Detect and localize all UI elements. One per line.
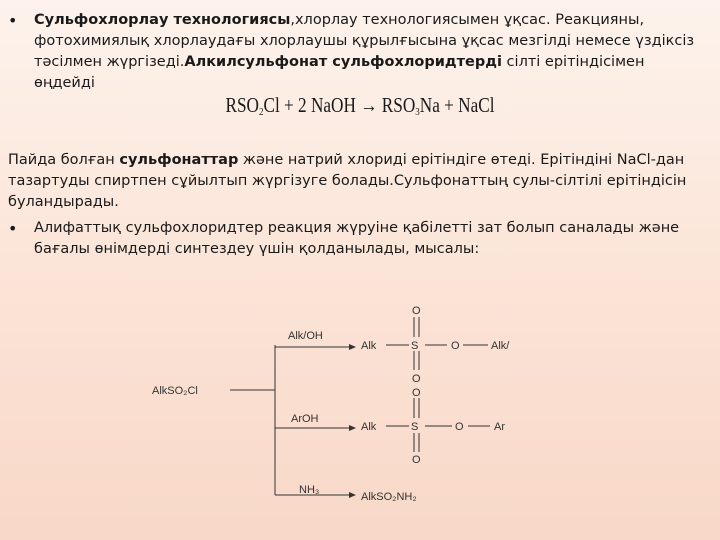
r1-alk: Alk (361, 340, 377, 352)
r2-sulfur: S (411, 421, 419, 433)
r1-oxygen-top: O (412, 305, 421, 317)
bold-term: сульфонаттар (119, 152, 239, 168)
reaction-scheme (0, 290, 720, 540)
bullet-sulfochlorination (8, 10, 708, 94)
r1-sulfur: S (411, 340, 419, 352)
r2-reagent: ArOH (291, 413, 319, 425)
text-span: сілті ерітіндісімен өңдейді (34, 54, 645, 91)
bullet-text: Алифаттық сульфохлоридтер реакция жүруіне қабілетті зат болып саналады және бағалы өнімдерді синтездеу үшін қолданылады, мысалы: (34, 220, 680, 257)
bullet-dot: • (8, 219, 18, 238)
r1-oxygen-bottom: O (412, 373, 421, 385)
start-reagent: AlkSO₂Cl (152, 385, 198, 397)
r2-alk: Alk (361, 421, 377, 433)
sulfonates-paragraph (8, 150, 708, 213)
bold-term: Алкилсульфонат сульфохлоридтерді (184, 54, 502, 70)
arrowhead (349, 492, 356, 498)
text-span: ,хлорлау технологиясымен ұқсас. Реакцияны, фотохимиялық хлорлаудағы хлорлаушы құрылғысына ұқсас мезгілді немесе үздіксіз тәсілмен жүргізеді. (34, 12, 695, 70)
eq-part: Cl + 2 NaOH → RSO (263, 93, 416, 117)
r3-product: AlkSO₂NH₂ (361, 491, 417, 503)
r2-end-group: Ar (494, 421, 505, 433)
r2-oxygen-top: O (412, 387, 421, 399)
eq-part: Na + NaCl (419, 93, 495, 117)
r1-end-group: Alk/ (491, 340, 510, 352)
arrowhead (349, 425, 356, 431)
bold-term: Сульфохлорлау технологиясы (34, 12, 291, 28)
text-span: Пайда болған (8, 152, 120, 168)
eq-part: RSO (225, 93, 259, 117)
r1-reagent: Alk/OH (288, 330, 323, 342)
eq-subscript: 2 (258, 106, 264, 118)
bullet-dot: • (8, 11, 18, 30)
reaction-equation (65, 93, 655, 118)
r2-oxygen-mid: O (455, 421, 464, 433)
arrowhead (349, 344, 356, 350)
bullet-text (34, 10, 708, 94)
r1-oxygen-mid: O (451, 340, 460, 352)
eq-subscript: 3 (415, 106, 420, 118)
r2-oxygen-bottom: O (412, 454, 421, 466)
r3-reagent: NH₃ (299, 484, 320, 496)
text-span: және натрий хлориді ерітіндіге өтеді. Ерітіндіні NaCl-дан тазартуды спиртпен сұйылтып жүргізуге болады.Сульфонаттың сулы-сілтілі ерітіндісін буландырады. (8, 152, 687, 210)
bullet-aliphatic (8, 218, 708, 260)
